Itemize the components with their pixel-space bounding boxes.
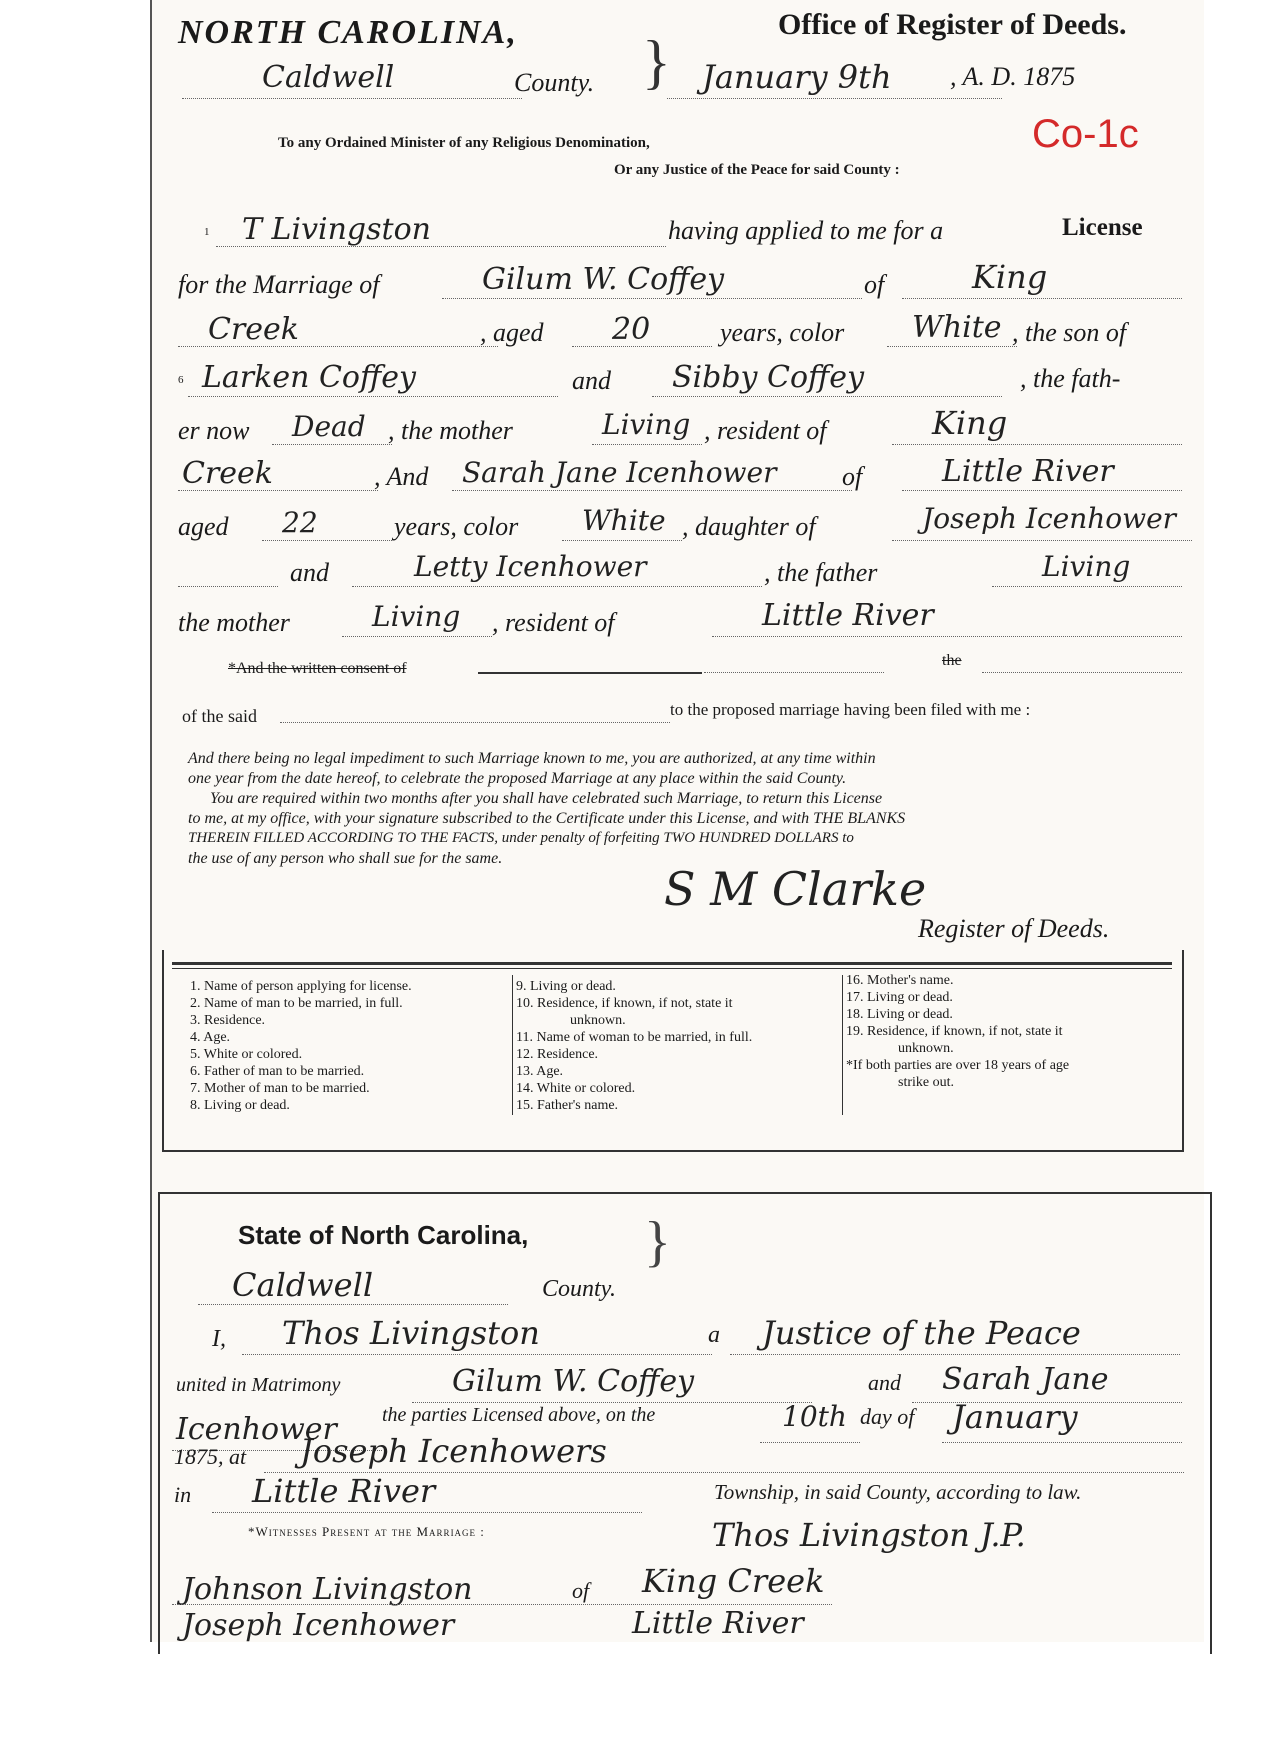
witness-1: Johnson Livingston	[182, 1572, 473, 1607]
bride-res: Little River	[942, 454, 1114, 489]
certificate-title: State of North Carolina,	[238, 1220, 529, 1250]
year-label: 1875, at	[174, 1444, 247, 1469]
officiant-line	[242, 1354, 712, 1355]
aged2-text: aged	[178, 512, 229, 541]
cert-county-label: County.	[542, 1276, 617, 1302]
bride-father: Joseph Icenhower	[922, 502, 1177, 535]
groom-mother-line	[652, 396, 1002, 397]
resident-of-text: , resident of	[704, 416, 827, 445]
applicant-line	[216, 246, 666, 247]
county-name: Caldwell	[262, 60, 395, 95]
para-3: You are required within two months after you shall have celebrated such Marriage, to return this License	[210, 790, 883, 807]
proposed-text: to the proposed marriage having been filed with me :	[670, 700, 1031, 719]
ad-label: , A. D. 1875	[950, 62, 1076, 91]
groom-mother: Sibby Coffey	[672, 360, 865, 395]
groom-color: White	[912, 310, 1002, 345]
cert-county-name: Caldwell	[232, 1266, 374, 1304]
witness-label: *Witnesses Present at the Marriage :	[248, 1524, 485, 1539]
groom-mother-status: Living	[602, 408, 691, 441]
applicant-name: T Livingston	[242, 212, 431, 247]
bride-name: Sarah Jane Icenhower	[462, 456, 777, 489]
consent-line-2	[982, 672, 1182, 673]
legend-item: strike out.	[898, 1075, 954, 1090]
cert-county-line	[198, 1304, 508, 1305]
legend-item: 17. Living or dead.	[846, 990, 953, 1005]
marriage-of-text: for the Marriage of	[178, 270, 380, 299]
legend-item: *If both parties are over 18 years of age	[846, 1058, 1070, 1073]
cert-groom: Gilum W. Coffey	[452, 1364, 695, 1399]
bride-parents-res-line	[712, 636, 1182, 637]
officiant-name: Thos Livingston	[282, 1314, 540, 1352]
legend-item: 7. Mother of man to be married.	[190, 1081, 370, 1096]
cert-i-text: I,	[212, 1326, 226, 1352]
legend-item: 5. White or colored.	[190, 1047, 303, 1062]
officiant-signature: Thos Livingston J.P.	[712, 1516, 1026, 1554]
and-text: and	[572, 366, 611, 395]
county-line	[182, 98, 522, 99]
bride-mother-line	[352, 586, 762, 587]
brace: }	[642, 29, 671, 95]
of-the-said-text: of the said	[182, 706, 257, 726]
legend-item: 8. Living or dead.	[190, 1098, 290, 1113]
legend-item: 6. Father of man to be married.	[190, 1064, 365, 1079]
consent-struck: *And the written consent of	[228, 660, 407, 677]
para-4: to me, at my office, with your signature subscribed to the Certificate under this License, and with THE BLANKS	[188, 810, 906, 827]
license-word: License	[1062, 214, 1143, 241]
father-text-b: er now	[178, 416, 250, 445]
officiant-title-line	[730, 1354, 1180, 1355]
cert-and-text: and	[868, 1370, 901, 1395]
state-title: NORTH CAROLINA,	[178, 14, 518, 51]
license-sheet	[150, 0, 1204, 1642]
groom-father: Larken Coffey	[202, 360, 416, 395]
legend-item: 12. Residence.	[516, 1047, 599, 1062]
years-color2-text: years, color	[394, 512, 519, 541]
the-struck: the	[942, 652, 962, 669]
groom-res-a: King	[972, 258, 1048, 296]
having-text: having applied to me for a	[668, 216, 944, 245]
legend-item: 2. Name of man to be married, in full.	[190, 996, 403, 1011]
mother-text: , the mother	[388, 416, 513, 445]
groom-age: 20	[612, 312, 651, 347]
witness-2: Joseph Icenhower	[182, 1608, 455, 1643]
groom-name: Gilum W. Coffey	[482, 262, 725, 297]
united-text: united in Matrimony	[176, 1374, 341, 1396]
legend-item: 13. Age.	[516, 1064, 564, 1079]
para-5: THEREIN FILLED ACCORDING TO THE FACTS, under penalty of forfeiting TWO HUNDRED DOLLARS to	[188, 830, 854, 846]
groom-father-status-line	[272, 444, 392, 445]
cert-day-line	[760, 1442, 860, 1443]
office-title: Office of Register of Deeds.	[778, 8, 1127, 41]
legend-item: 15. Father's name.	[516, 1098, 619, 1113]
and2-text: , And	[374, 462, 429, 491]
of-the-said-line	[280, 722, 670, 723]
groom-res-b-line	[178, 346, 498, 347]
legend-item: 10. Residence, if known, if not, state it	[516, 996, 733, 1011]
cert-bride-b: Icenhower	[176, 1412, 337, 1447]
license-date: January 9th	[702, 58, 892, 96]
in-text: in	[174, 1482, 192, 1507]
bride-age-line	[262, 540, 392, 541]
years-color-text: years, color	[720, 318, 845, 347]
witness-1-res: King Creek	[642, 1562, 825, 1600]
field-num: 1	[204, 226, 210, 238]
groom-mother-status-line	[592, 444, 702, 445]
bride-mother-status: Living	[372, 600, 461, 633]
date-line	[667, 98, 1002, 99]
bride-mother: Letty Icenhower	[414, 550, 647, 583]
bride-line	[452, 490, 852, 491]
of2-text: of	[842, 462, 863, 491]
legend-item: 9. Living or dead.	[516, 979, 616, 994]
daughter-of-text: , daughter of	[682, 512, 816, 541]
bride-father-status: Living	[1042, 550, 1131, 583]
address-line-2: Or any Justice of the Peace for said County :	[614, 162, 900, 178]
son-of-text: , the son of	[1012, 318, 1127, 347]
address-line-1: To any Ordained Minister of any Religious Denomination,	[278, 135, 650, 151]
consent-line	[704, 672, 884, 673]
reference-code: Co-1c	[1032, 112, 1139, 156]
groom-father-line	[188, 396, 558, 397]
para-6: the use of any person who shall sue for the same.	[188, 850, 503, 867]
consent-strike-line	[478, 672, 702, 674]
legend-item: 14. White or colored.	[516, 1081, 636, 1096]
aged-text: , aged	[480, 318, 544, 347]
groom-res-b: Creek	[208, 312, 299, 347]
groom-res-a-line	[902, 298, 1182, 299]
bride-mother-status-line	[342, 636, 492, 637]
parties-text: the parties Licensed above, on the	[382, 1404, 656, 1426]
legend-item: 3. Residence.	[190, 1013, 266, 1028]
legend-item: 19. Residence, if known, if not, state it	[846, 1024, 1063, 1039]
bride-father-line	[892, 540, 1192, 541]
witness-1-line	[172, 1604, 832, 1605]
cert-month: January	[952, 1398, 1078, 1436]
certificate-brace: }	[644, 1211, 671, 1273]
para-1: And there being no legal impediment to such Marriage known to me, you are authorized, at any time within	[188, 750, 876, 767]
groom-color-line	[887, 346, 1017, 347]
groom-father-status: Dead	[292, 410, 366, 443]
register-signature: S M Clarke	[664, 862, 927, 916]
bride-age: 22	[282, 506, 318, 539]
cert-bride-a: Sarah Jane	[942, 1362, 1109, 1397]
bride-color: White	[582, 504, 666, 537]
witness-of-text: of	[572, 1578, 590, 1603]
legend-item: 1. Name of person applying for license.	[190, 979, 412, 994]
father-text-a: , the fath-	[1020, 364, 1121, 393]
bride-res-line	[902, 490, 1182, 491]
legend-box	[162, 950, 1184, 1152]
field-num-6: 6	[178, 374, 184, 386]
bride-color-line	[562, 540, 682, 541]
cert-township: Little River	[252, 1472, 436, 1510]
the-father-text: , the father	[764, 558, 878, 587]
officiant-title: Justice of the Peace	[762, 1314, 1081, 1352]
of-text: of	[864, 270, 885, 299]
para-2: one year from the date hereof, to celebrate the proposed Marriage at any place within the said County.	[188, 770, 847, 787]
cert-place: Joseph Icenhowers	[300, 1432, 607, 1470]
the-mother-text: the mother	[178, 608, 290, 637]
groom-parents-res-a: King	[932, 404, 1008, 442]
groom-parents-res-a-line	[892, 444, 1182, 445]
legend-item: 11. Name of woman to be married, in full.	[516, 1030, 753, 1045]
witness-2-res: Little River	[632, 1606, 804, 1641]
legend-item: unknown.	[898, 1041, 954, 1056]
legend-item: 16. Mother's name.	[846, 973, 954, 988]
groom-parents-res-b-line	[178, 490, 378, 491]
bride-parents-res: Little River	[762, 598, 934, 633]
legend-item: 4. Age.	[190, 1030, 231, 1045]
blank-line	[178, 586, 278, 587]
and3-text: and	[290, 558, 329, 587]
cert-township-line	[212, 1512, 642, 1513]
groom-parents-res-b: Creek	[182, 456, 273, 491]
bride-father-status-line	[992, 586, 1182, 587]
cert-a-text: a	[708, 1322, 720, 1348]
resident-of2-text: , resident of	[492, 608, 615, 637]
legend-item: unknown.	[570, 1013, 626, 1028]
cert-day: 10th	[782, 1400, 847, 1433]
day-of-text: day of	[860, 1404, 915, 1429]
groom-line	[442, 298, 862, 299]
groom-age-line	[572, 346, 712, 347]
register-title: Register of Deeds.	[918, 914, 1110, 943]
county-label: County.	[514, 68, 595, 97]
township-text: Township, in said County, according to law.	[714, 1480, 1082, 1504]
legend-item: 18. Living or dead.	[846, 1007, 953, 1022]
cert-groom-line	[412, 1402, 812, 1403]
cert-month-line	[942, 1442, 1182, 1443]
